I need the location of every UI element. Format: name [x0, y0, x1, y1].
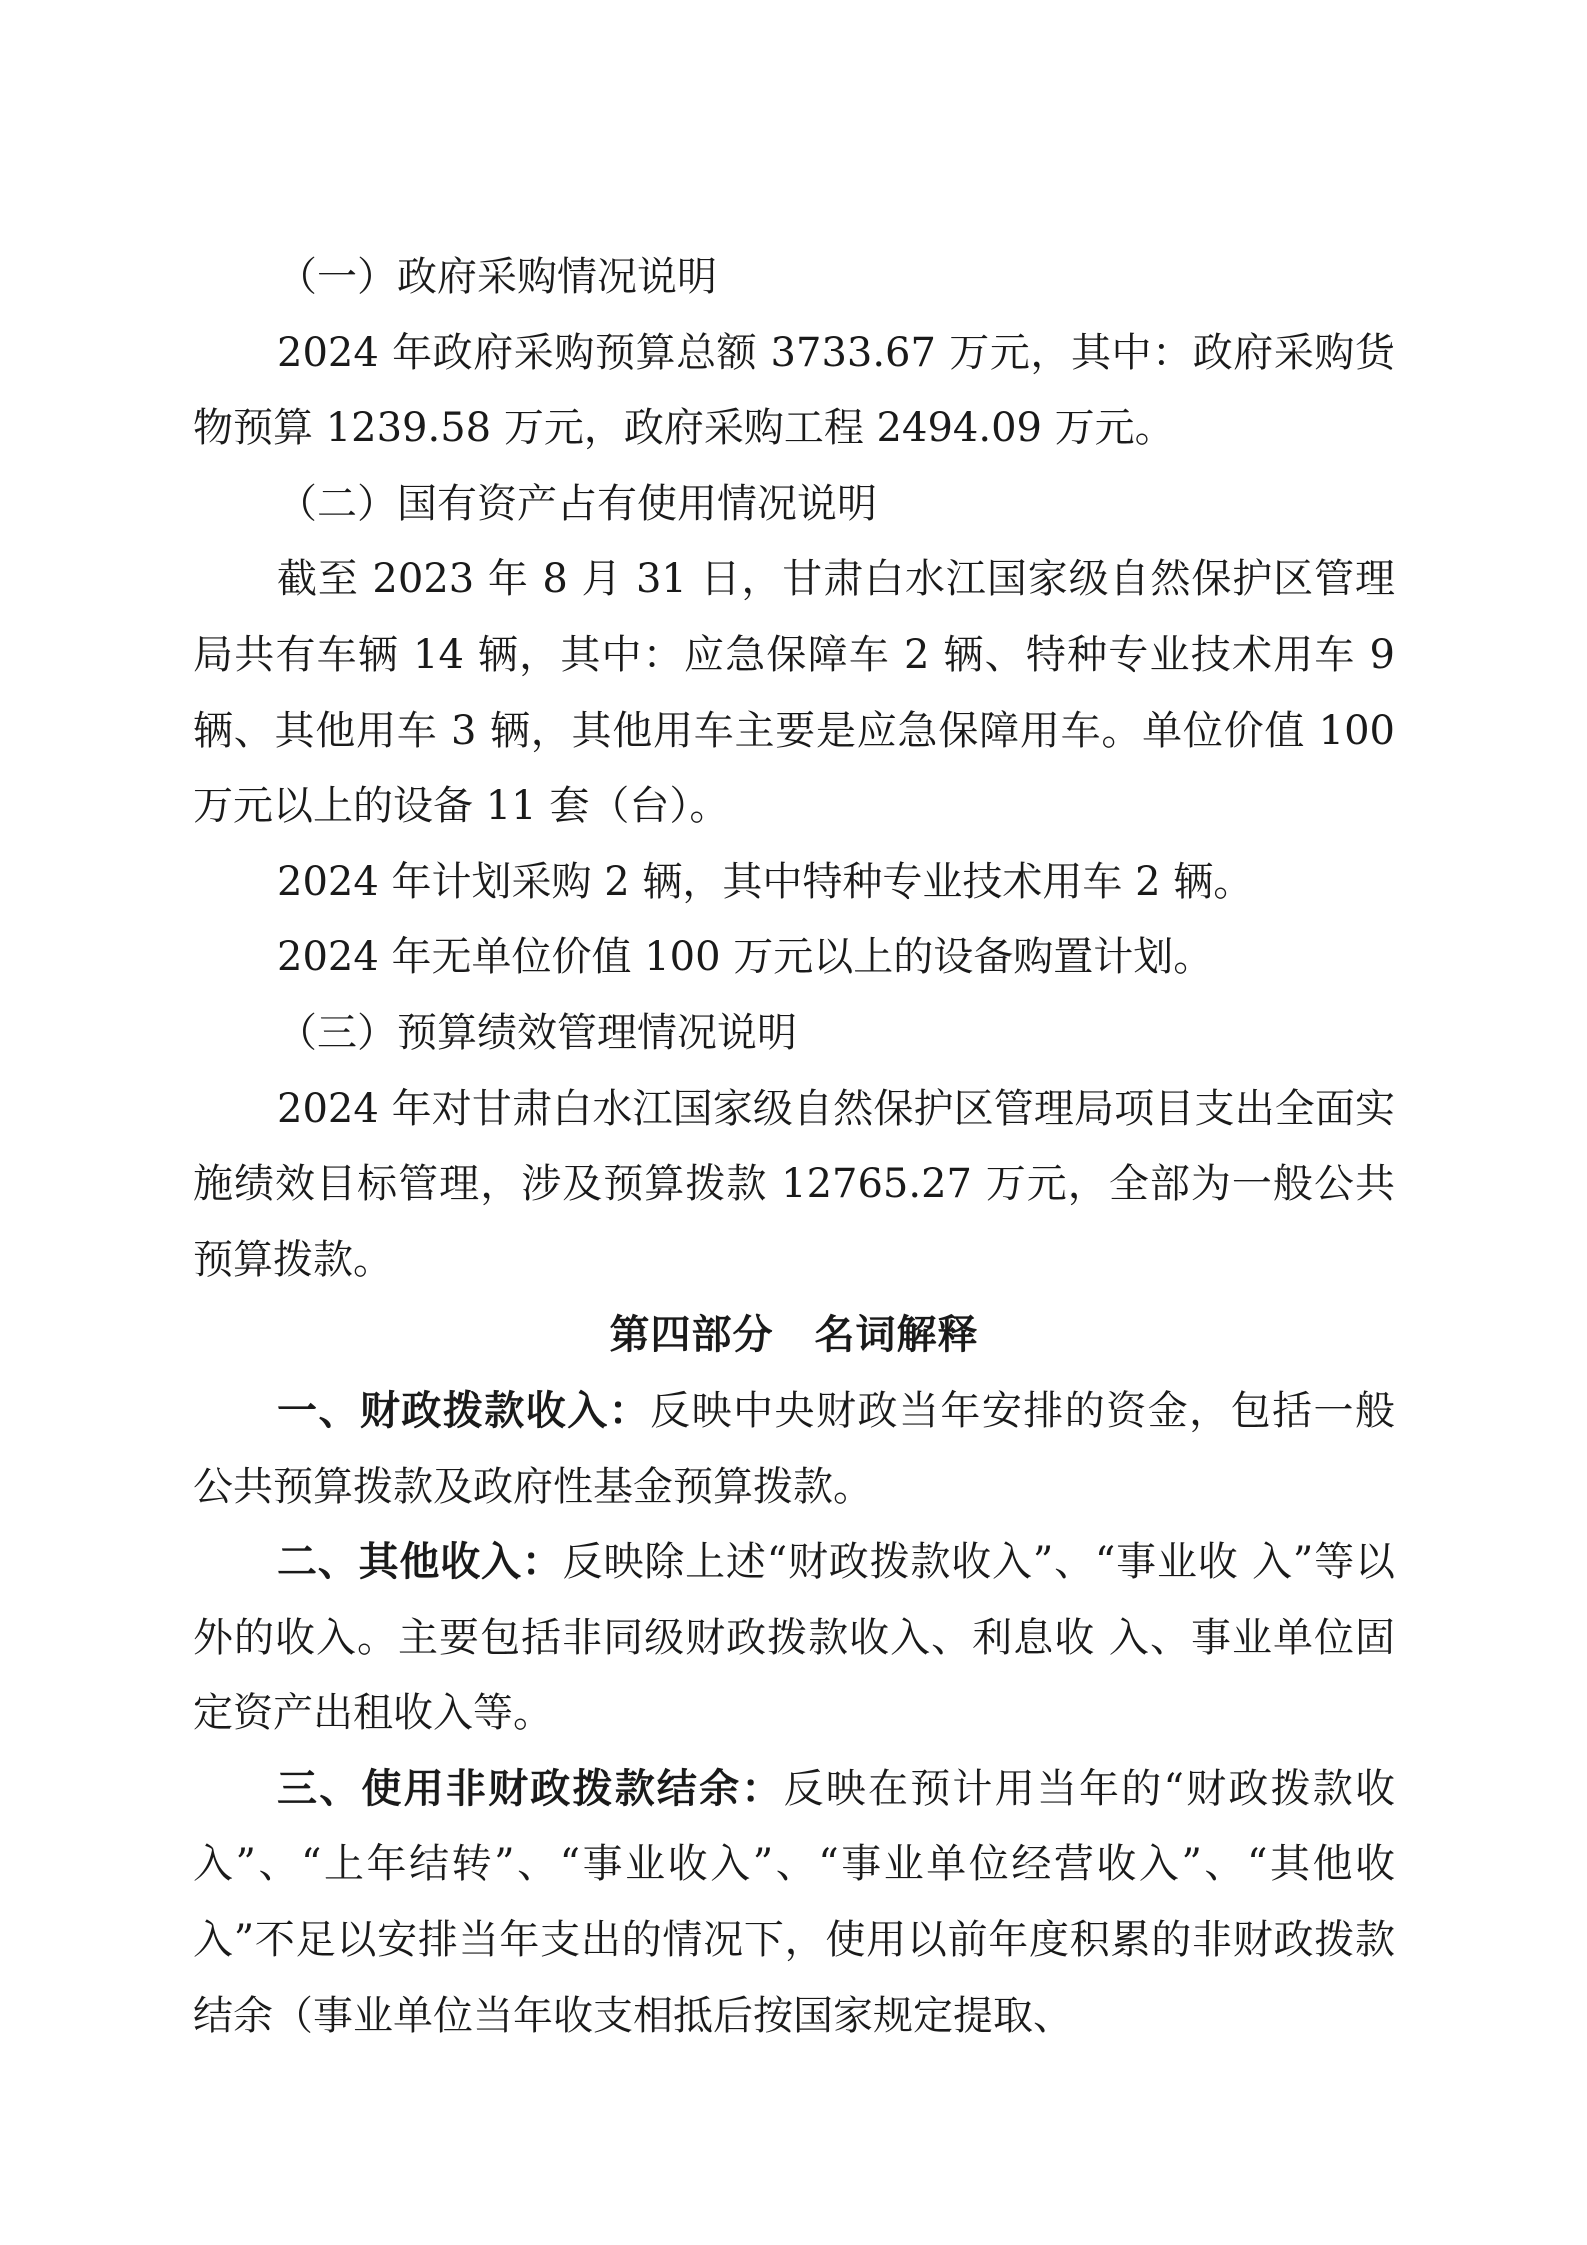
- paragraph-equipment-plan: 2024 年无单位价值 100 万元以上的设备购置计划。: [277, 934, 1214, 981]
- term-text: 反映在预计用当年的“财政拨款收入”、“上年结转”、“事业收入”、“事业单位经营收入”、“其他收入”不足以安排当年支出的情况下，使用以前年度积累的非财政拨款结余（事业单位当年收支相抵后按国家规定提取、: [193, 1765, 1395, 2039]
- section-heading-performance: （三）预算绩效管理情况说明: [277, 1009, 797, 1056]
- paragraph-purchase-plan: 2024 年计划采购 2 辆，其中特种专业技术用车 2 辆。: [277, 858, 1254, 905]
- section-heading-gov-procurement: （一）政府采购情况说明: [277, 254, 717, 300]
- term-label: 三、使用非财政拨款结余：: [277, 1765, 784, 1812]
- term-definition: [193, 1752, 1395, 2054]
- term-label: 一、财政拨款收入：: [277, 1387, 651, 1434]
- part-four-heading: 第四部分 名词解释: [609, 1312, 979, 1359]
- term-text: 反映除上述“财政拨款收入”、“事业收 入”等以外的收入。主要包括非同级财政拨款收入、利息收 入、事业单位固定资产出租收入等。: [193, 1539, 1395, 1737]
- paragraph-vehicles: 截至 2023 年 8 月 31 日，甘肃白水江国家级自然保护区管理局共有车辆 14 辆，其中：应急保障车 2 辆、特种专业技术用车 9 辆、其他用车 3 辆，其他用车主要是应急保障用车。单位价值 100 万元以上的设备 11 套（台）。: [193, 556, 1395, 830]
- term-definition: [193, 1374, 1395, 1525]
- document-body: [193, 240, 1395, 2054]
- section-heading-state-assets: （二）国有资产占有使用情况说明: [277, 480, 877, 527]
- term-text: 反映中央财政当年安排的资金，包括一般公共预算拨款及政府性基金预算拨款。: [193, 1387, 1396, 1510]
- term-label: 二、其他收入：: [277, 1539, 563, 1586]
- term-definition: [193, 1525, 1395, 1752]
- paragraph-procurement-budget: 2024 年政府采购预算总额 3733.67 万元，其中：政府采购货物预算 1239.58 万元，政府采购工程 2494.09 万元。: [193, 329, 1395, 452]
- paragraph-performance: 2024 年对甘肃白水江国家级自然保护区管理局项目支出全面实施绩效目标管理，涉及预算拨款 12765.27 万元，全部为一般公共预算拨款。: [193, 1085, 1395, 1283]
